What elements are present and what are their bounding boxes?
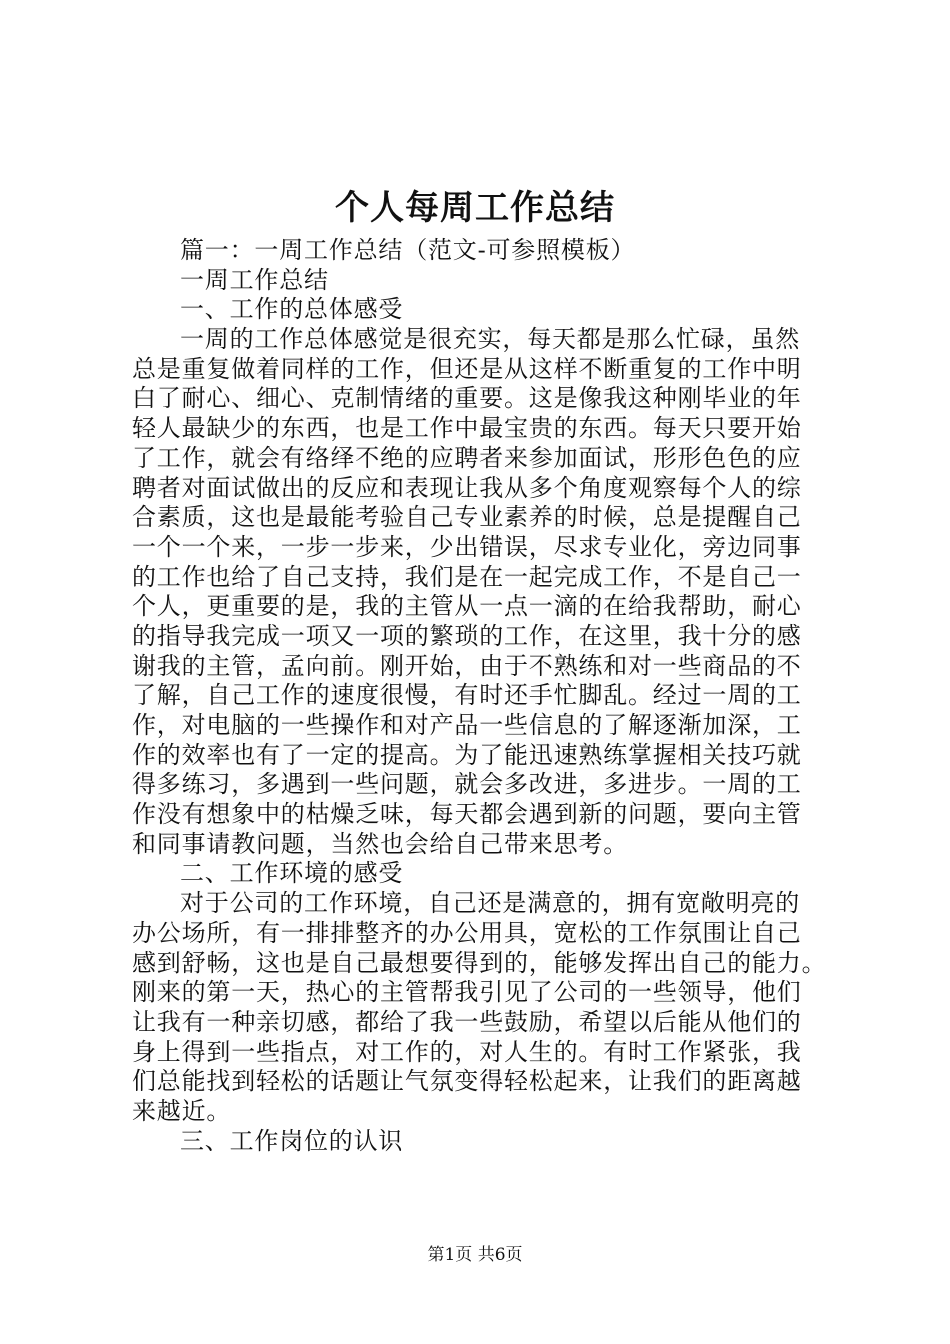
text-line: 轻人最缺少的东西，也是工作中最宝贵的东西。每天只要开始 bbox=[132, 414, 802, 443]
page-footer: 第1页 共6页 bbox=[427, 1245, 523, 1265]
text-line: 一周工作总结 bbox=[180, 265, 329, 294]
text-line: 办公场所，有一排排整齐的办公用具，宽松的工作氛围让自己 bbox=[132, 918, 802, 947]
document-title: 个人每周工作总结 bbox=[335, 188, 615, 228]
text-line: 和同事请教问题，当然也会给自己带来思考。 bbox=[132, 829, 628, 858]
text-line: 二、工作环境的感受 bbox=[180, 859, 404, 888]
text-line: 让我有一种亲切感，都给了我一些鼓励，希望以后能从他们的 bbox=[132, 1007, 802, 1036]
text-line: 聘者对面试做出的反应和表现让我从多个角度观察每个人的综 bbox=[132, 473, 802, 502]
text-line: 来越近。 bbox=[132, 1096, 232, 1125]
text-line: 的工作也给了自己支持，我们是在一起完成工作，不是自己一 bbox=[132, 562, 802, 591]
document-body bbox=[132, 236, 834, 1156]
text-line: 一周的工作总体感觉是很充实，每天都是那么忙碌，虽然 bbox=[180, 325, 800, 354]
text-line: 对于公司的工作环境，自己还是满意的，拥有宽敞明亮的 bbox=[180, 889, 800, 918]
text-line: 们总能找到轻松的话题让气氛变得轻松起来，让我们的距离越 bbox=[132, 1067, 802, 1096]
text-line: 得多练习，多遇到一些问题，就会多改进，多进步。一周的工 bbox=[132, 770, 802, 799]
text-line: 一、工作的总体感受 bbox=[180, 295, 404, 324]
text-line: 作的效率也有了一定的提高。为了能迅速熟练掌握相关技巧就 bbox=[132, 740, 802, 769]
text-line: 了工作，就会有络绎不绝的应聘者来参加面试，形形色色的应 bbox=[132, 443, 802, 472]
text-line: 作没有想象中的枯燥乏味，每天都会遇到新的问题，要向主管 bbox=[132, 800, 802, 829]
text-line: 的指导我完成一项又一项的繁琐的工作，在这里，我十分的感 bbox=[132, 621, 802, 650]
text-line: 作，对电脑的一些操作和对产品一些信息的了解逐渐加深，工 bbox=[132, 711, 802, 739]
text-line: 感到舒畅，这也是自己最想要得到的，能够发挥出自己的能力。 bbox=[132, 948, 827, 977]
text-line: 个人，更重要的是，我的主管从一点一滴的在给我帮助，耐心 bbox=[132, 592, 802, 621]
text-line: 刚来的第一天，热心的主管帮我引见了公司的一些领导，他们 bbox=[132, 978, 802, 1007]
text-line: 白了耐心、细心、克制情绪的重要。这是像我这种刚毕业的年 bbox=[132, 384, 802, 413]
text-line: 身上得到一些指点，对工作的，对人生的。有时工作紧张，我 bbox=[132, 1037, 802, 1066]
text-line: 合素质，这也是最能考验自己专业素养的时候，总是提醒自己 bbox=[132, 503, 802, 532]
text-line: 总是重复做着同样的工作，但还是从这样不断重复的工作中明 bbox=[132, 354, 802, 383]
text-line: 了解，自己工作的速度很慢，有时还手忙脚乱。经过一周的工 bbox=[132, 681, 802, 710]
text-line: 一个一个来，一步一步来，少出错误，尽求专业化，旁边同事 bbox=[132, 532, 802, 561]
text-line: 三、工作岗位的认识 bbox=[180, 1126, 404, 1155]
text-line: 篇一：一周工作总结（范文-可参照模板） bbox=[180, 236, 636, 264]
text-line: 谢我的主管，孟向前。刚开始，由于不熟练和对一些商品的不 bbox=[132, 651, 802, 680]
